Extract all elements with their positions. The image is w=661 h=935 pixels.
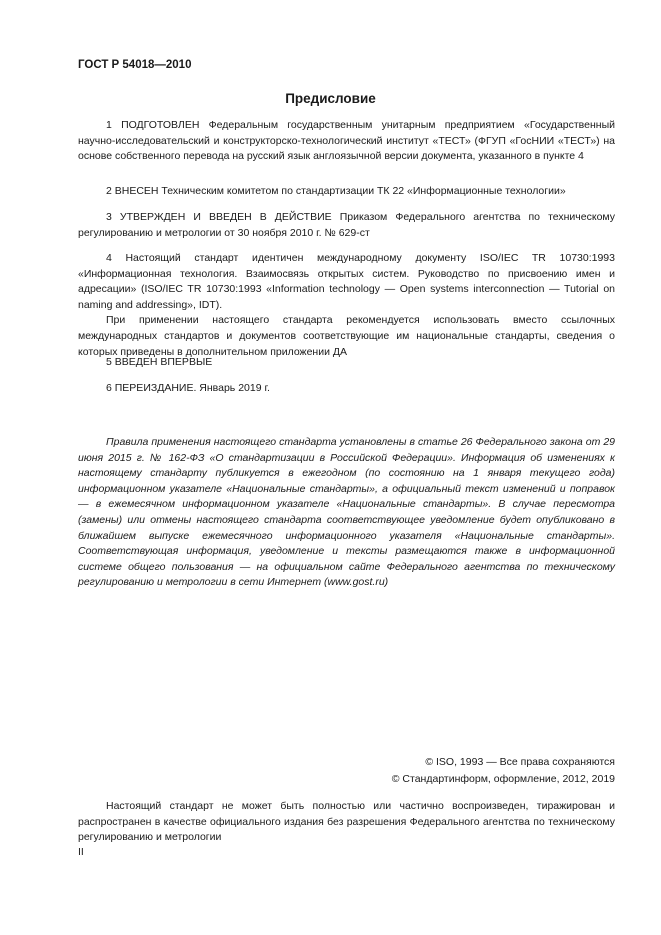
item-1-text: 1 ПОДГОТОВЛЕН Федеральным государственным унитарным предприятием «Государственный научно-исследовательский и конструкторско-технологический институт «ТЕСТ» (ФГУП «ГосНИИ «ТЕСТ») на основе собственного перевода на русский язык англоязычной версии документа, указанного в пункте 4 (78, 119, 615, 163)
rules-paragraph (78, 435, 615, 591)
page-number: II (78, 846, 84, 858)
page-title: Предисловие (285, 91, 376, 106)
copyright-iso: © ISO, 1993 — Все права сохраняются (425, 756, 615, 768)
item-6-text: 6 ПЕРЕИЗДАНИЕ. Январь 2019 г. (106, 382, 270, 394)
item-5-text: 5 ВВЕДЕН ВПЕРВЫЕ (106, 356, 213, 368)
item-5 (78, 355, 615, 371)
item-4-note: При применении настоящего стандарта рекомендуется использовать вместо ссылочных международных стандартов и документов соответствующие им национальные стандарты, сведения о которых приведены в дополнительном приложении ДА (78, 314, 615, 358)
item-2-text: 2 ВНЕСЕН Техническим комитетом по стандартизации ТК 22 «Информационные технологии» (106, 185, 566, 197)
item-4-text: 4 Настоящий стандарт идентичен международному документу ISO/IEC TR 10730:1993 «Информационная технология. Взаимосвязь открытых систем. Руководство по присвоению имен и адресации» (ISO/IEC TR 10730:1993 «Information technology — Open systems interconnection — Tutorial on naming and addressing», IDT). (78, 252, 615, 311)
rules-text: Правила применения настоящего стандарта установлены в статье 26 Федерального закона от 29 июня 2015 г. № 162-ФЗ «О стандартизации в Российской Федерации». Информация об изменениях к настоящему стандарту публикуется в ежегодном (по состоянию на 1 января текущего года) информационном указателе «Национальные стандарты», а официальный текст изменений и поправок — в ежемесячном информационном указателе «Национальные стандарты». В случае пересмотра (замены) или отмены настоящего стандарта соответствующее уведомление будет опубликовано в ближайшем выпуске ежемесячного информационного указателя «Национальные стандарты». Соответствующая информация, уведомление и тексты размещаются также в информационной системе общего пользования — на официальном сайте Федерального агентства по техническому регулированию и метрологии в сети Интернет (www.gost.ru) (78, 436, 615, 589)
item-6 (78, 381, 615, 397)
item-3-text: 3 УТВЕРЖДЕН И ВВЕДЕН В ДЕЙСТВИЕ Приказом Федерального агентства по техническому регулированию и метрологии от 30 ноября 2010 г. № 629-ст (78, 211, 615, 239)
reproduction-notice (78, 799, 615, 846)
copyright-standartinform: © Стандартинформ, оформление, 2012, 2019 (391, 772, 615, 785)
item-4 (78, 251, 615, 360)
notice-text: Настоящий стандарт не может быть полностью или частично воспроизведен, тиражирован и распространен в качестве официального издания без разрешения Федерального агентства по техническому регулированию и метрологии (78, 800, 615, 844)
item-1 (78, 118, 615, 165)
item-3 (78, 210, 615, 241)
document-header: ГОСТ Р 54018—2010 (78, 59, 192, 71)
item-2 (78, 184, 615, 200)
copyright-block (392, 754, 615, 787)
